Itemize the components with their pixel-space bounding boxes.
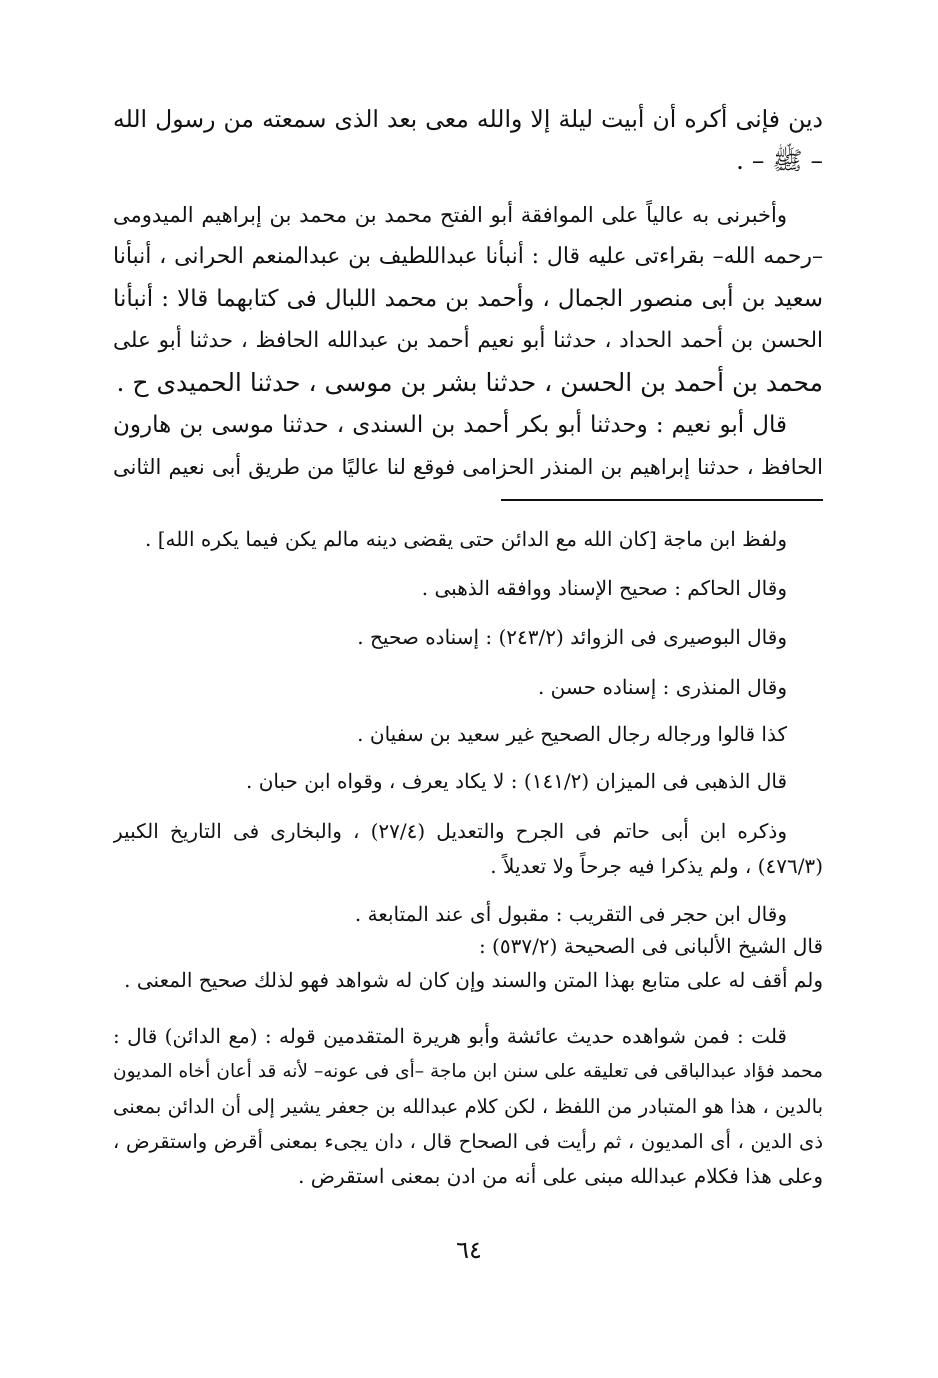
footnote-line: كذا قالوا ورجاله رجال الصحيح غير سعيد بن سفيان . — [357, 722, 787, 746]
footnote-line: وقال البوصيرى فى الزوائد (٢٤٣/٢) : إسناده صحيح . — [357, 625, 787, 649]
footnote-1 — [113, 522, 823, 557]
text-line: الحافظ ، حدثنا إبراهيم بن المنذر الحزامى فوقع لنا عاليًا من طريق أبى نعيم الثانى — [113, 455, 823, 479]
footnote-9 — [113, 929, 823, 964]
footnote-8 — [113, 897, 823, 932]
text-line: سعيد بن أبى منصور الجمال ، وأحمد بن محمد اللبال فى كتابهما قالا : أنبأنا — [113, 286, 823, 312]
footnote-line: قلت : فمن شواهده حديث عائشة وأبو هريرة المتقدمين قوله : (مع الدائن) قال : — [113, 1024, 787, 1048]
footnote-3 — [113, 620, 823, 655]
footnote-line: ولفظ ابن ماجة [كان الله مع الدائن حتى يقضى دينه مالم يكن فيما يكره الله] . — [145, 527, 787, 551]
main-paragraph-2 — [113, 194, 823, 404]
footnote-6 — [113, 764, 823, 799]
footnote-line: ولم أقف له على متابع بهذا المتن والسند وإن كان له شواهد فهو لذلك صحيح المعنى . — [124, 968, 823, 992]
footnote-4 — [113, 670, 823, 705]
footnote-5 — [113, 717, 823, 752]
text-line: الحسن بن أحمد الحداد ، حدثنا أبو نعيم أحمد بن عبدالله الحافظ ، حدثنا أبو على — [113, 328, 823, 353]
page-number: ٦٤ — [456, 1236, 482, 1264]
footnote-line: وقال ابن حجر فى التقريب : مقبول أى عند المتابعة . — [354, 902, 787, 926]
footnote-line: ذى الدين ، أى المديون ، ثم رأيت فى الصحاح قال ، دان يجىء بمعنى أقرض واستقرض ، — [113, 1130, 823, 1153]
footnote-line: وذكره ابن أبى حاتم فى الجرح والتعديل (٢٧/٤) ، والبخارى فى التاريخ الكبير — [113, 819, 787, 843]
footnote-10 — [113, 963, 823, 998]
footnote-line: محمد فؤاد عبدالباقى فى تعليقه على سنن ابن ماجة –أى فى عونه– لأنه قد أعان أخاه المديون — [113, 1061, 823, 1082]
footnote-separator — [501, 499, 823, 501]
main-paragraph-3 — [113, 404, 823, 488]
main-paragraph-1 — [113, 98, 823, 182]
footnote-2 — [113, 571, 823, 606]
text-line: وأخبرنى به عالياً على الموافقة أبو الفتح محمد بن محمد بن إبراهيم الميدومى — [113, 203, 787, 227]
text-line: – ﷺ – . — [736, 146, 823, 175]
footnote-line: (٤٧٦/٣) ، ولم يذكرا فيه جرحاً ولا تعديلاً . — [490, 854, 823, 878]
footnote-line: وقال الحاكم : صحيح الإسناد ووافقه الذهبى . — [421, 576, 787, 600]
footnote-line: قال الذهبى فى الميزان (١٤١/٢) : لا يكاد يعرف ، وقواه ابن حبان . — [246, 769, 787, 793]
text-line: قال أبو نعيم : وحدثنا أبو بكر أحمد بن السندى ، حدثنا موسى بن هارون — [113, 412, 787, 438]
footnote-line: وقال المنذرى : إسناده حسن . — [537, 675, 787, 699]
footnote-line: بالدين ، هذا هو المتبادر من اللفظ ، لكن كلام عبدالله بن جعفر يشير إلى أن الدائن بمعنى — [113, 1095, 823, 1118]
footnote-7 — [113, 814, 823, 884]
footnote-11 — [113, 1019, 823, 1194]
text-line: محمد بن أحمد بن الحسن ، حدثنا بشر بن موسى ، حدثنا الحميدى ح . — [116, 368, 823, 397]
text-line: دين فإنى أكره أن أبيت ليلة إلا والله معى بعد الذى سمعته من رسول الله — [113, 105, 823, 133]
footnote-line: وعلى هذا فكلام عبدالله مبنى على أنه من ادن بمعنى استقرض . — [298, 1164, 823, 1188]
footnote-line: قال الشيخ الألبانى فى الصحيحة (٥٣٧/٢) : — [478, 934, 823, 958]
text-line: –رحمه الله– بقراءتى عليه قال : أنبأنا عبداللطيف بن عبدالمنعم الحرانى ، أنبأنا — [113, 244, 823, 269]
